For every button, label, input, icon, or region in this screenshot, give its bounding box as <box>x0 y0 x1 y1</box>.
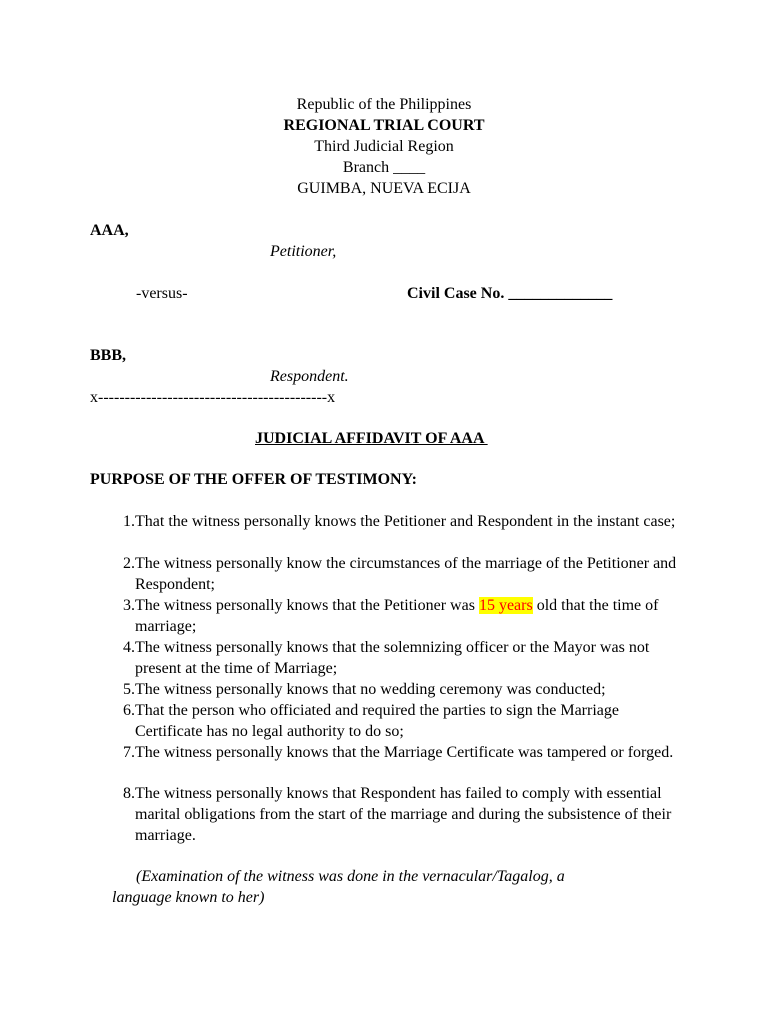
respondent-name: BBB, <box>90 347 127 364</box>
list-item-text-before: The witness personally knows that the Petitioner was <box>135 597 479 614</box>
list-item-number: 3. <box>123 597 135 614</box>
list-item-number: 2. <box>123 555 135 572</box>
list-item-text-after: old that the time of marriage; <box>135 597 659 635</box>
list-item-number: 7. <box>123 744 135 761</box>
list-item-number: 6. <box>123 702 135 719</box>
list-item-number: 1. <box>123 513 135 530</box>
branch-line: Branch ____ <box>342 159 426 176</box>
list-item-text: That the witness personally knows the Petitioner and Respondent in the instant case; <box>135 513 676 530</box>
petitioner-role: Petitioner, <box>270 243 337 260</box>
note-line-2: language known to her) <box>112 889 265 906</box>
versus-label: -versus- <box>136 285 188 302</box>
list-item-text: That the person who officiated and required the parties to sign the Marriage Certificate has no legal authority to do so; <box>135 702 619 740</box>
list-item-text: The witness personally knows that the Marriage Certificate was tampered or forged. <box>135 744 674 761</box>
note-line-1: (Examination of the witness was done in the vernacular/Tagalog, a <box>136 868 565 885</box>
list-item-text: The witness personally knows that Respondent has failed to comply with essential marital obligations from the start of the marriage and during the subsistence of their marriage. <box>135 785 672 844</box>
court-name: REGIONAL TRIAL COURT <box>283 117 485 134</box>
list-item-text: The witness personally knows that the solemnizing officer or the Mayor was not present at the time of Marriage; <box>135 639 650 677</box>
civil-case-number: Civil Case No. _____________ <box>407 285 613 302</box>
list-item-text: The witness personally know the circumstances of the marriage of the Petitioner and Respondent; <box>135 555 677 593</box>
court-location: GUIMBA, NUEVA ECIJA <box>297 180 471 197</box>
list-item-number: 8. <box>123 785 135 802</box>
petitioner-name: AAA, <box>90 222 129 239</box>
list-item-text: The witness personally knows that no wedding ceremony was conducted; <box>135 681 606 698</box>
list-item-text <box>135 595 685 637</box>
purpose-heading: PURPOSE OF THE OFFER OF TESTIMONY: <box>90 471 418 488</box>
respondent-role: Respondent. <box>270 368 349 385</box>
list-item-number: 4. <box>123 639 135 656</box>
document-title: JUDICIAL AFFIDAVIT OF AAA <box>255 430 488 447</box>
republic-line: Republic of the Philippines <box>296 96 472 113</box>
list-item-number: 5. <box>123 681 135 698</box>
judicial-region: Third Judicial Region <box>314 138 454 155</box>
caption-separator: x-------------------------------------------x <box>90 389 336 406</box>
highlighted-age: 15 years <box>478 597 533 614</box>
